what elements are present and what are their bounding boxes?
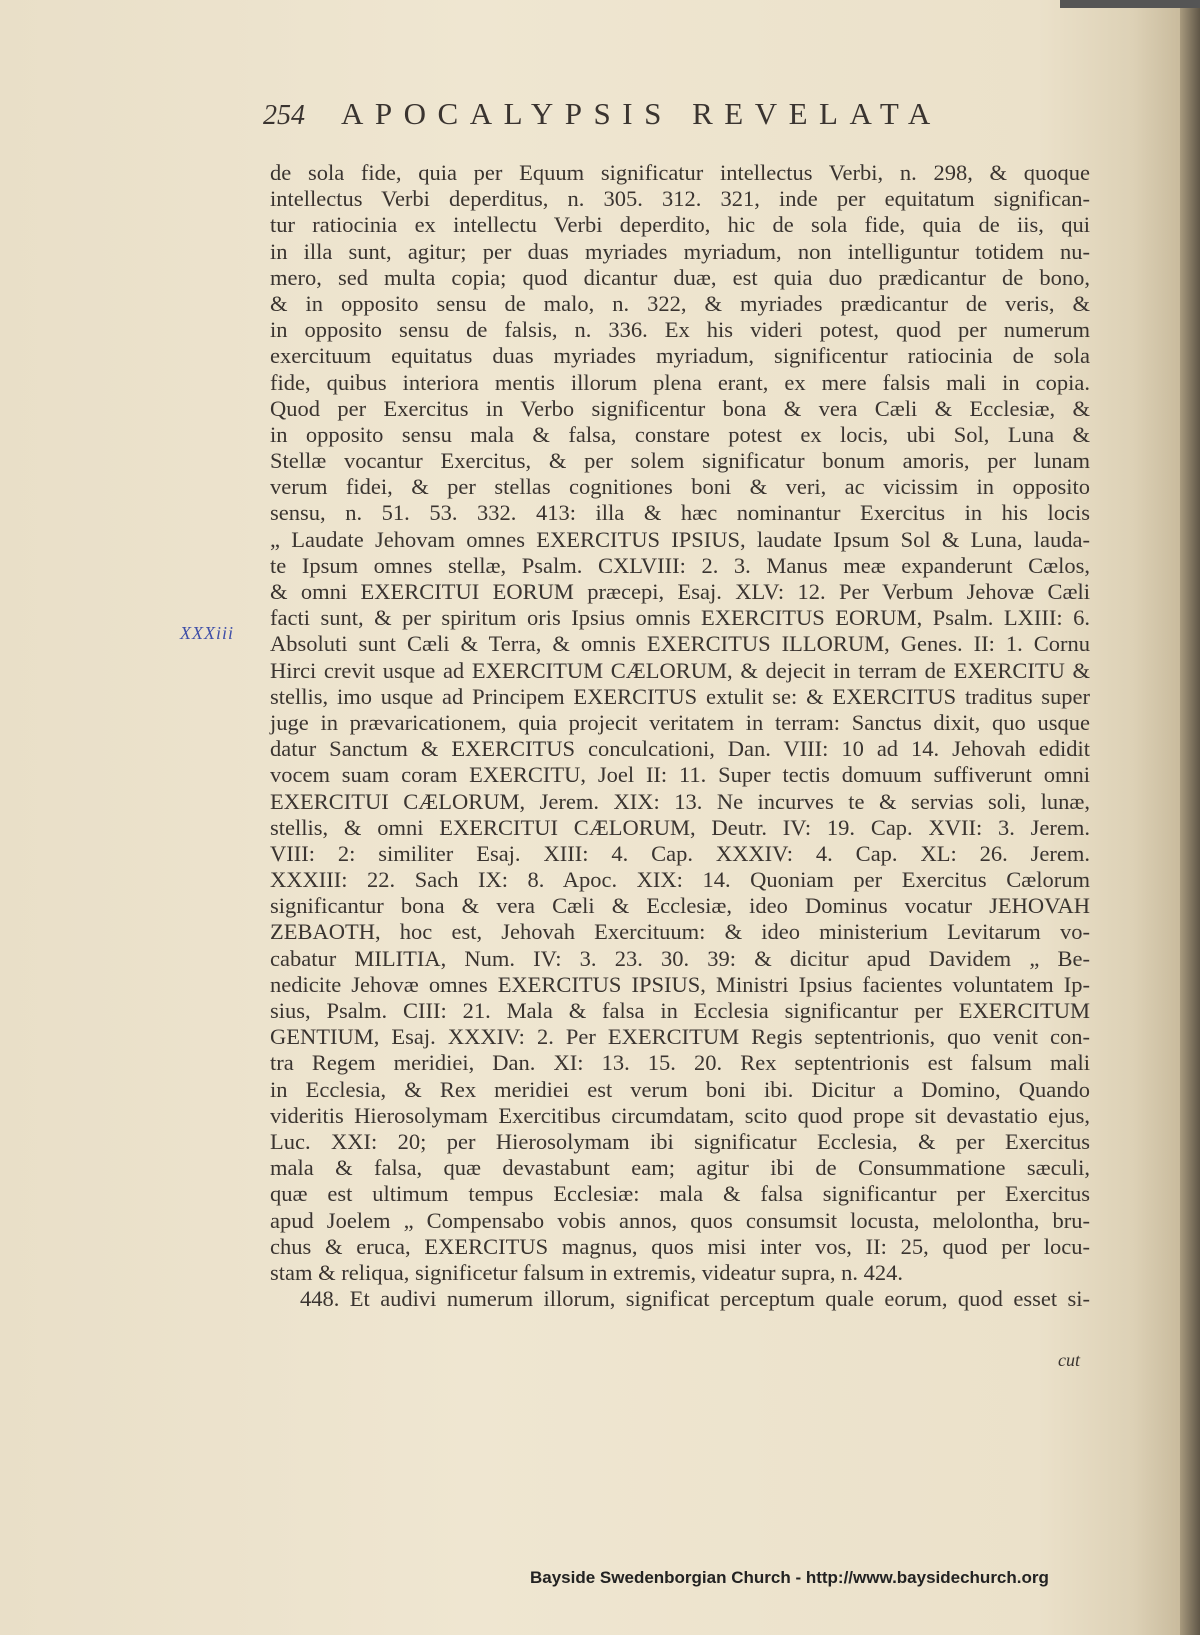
text-line: de sola fide, quia per Equum significatur intellectus Verbi, n. 298, & quoque xyxy=(270,160,1090,185)
text-line: ZEBAOTH, hoc est, Jehovah Exercituum: & ideo ministerium Levitarum vo- xyxy=(270,919,1090,945)
page-number: 254 xyxy=(263,100,305,131)
page-header xyxy=(263,96,1043,146)
text-line: „ Laudate Jehovam omnes EXERCITUS IPSIUS, laudate Ipsum Sol & Luna, lauda- xyxy=(270,526,1090,552)
text-line: facti sunt, & per spiritum oris Ipsius omnis EXERCITUS EORUM, Psalm. LXIII: 6. xyxy=(270,605,1090,631)
text-line: cabatur MILITIA, Num. IV: 3. 23. 30. 39: & dicitur apud Davidem „ Be- xyxy=(270,945,1090,971)
text-line: mero, sed multa copia; quod dicantur duæ, est quia duo prædicantur de bono, xyxy=(270,264,1090,290)
text-line: Luc. XXI: 20; per Hierosolymam ibi significatur Ecclesia, & per Exercitus xyxy=(270,1128,1090,1154)
text-line: chus & eruca, EXERCITUS magnus, quos misi inter vos, II: 25, quod per locu- xyxy=(270,1233,1090,1259)
text-line: sius, Psalm. CIII: 21. Mala & falsa in Ecclesia significantur per EXERCITUM xyxy=(270,998,1090,1023)
text-line: te Ipsum omnes stellæ, Psalm. CXLVIII: 2. 3. Manus meæ expanderunt Cælos, xyxy=(270,552,1090,578)
scan-edge xyxy=(1060,0,1200,8)
text-line: Stellæ vocantur Exercitus, & per solem significatur bonum amoris, per lunam xyxy=(270,448,1090,474)
text-line: videritis Hierosolymam Exercitibus circumdatam, scito quod prope sit devastatio ejus, xyxy=(270,1102,1090,1128)
text-line: significantur bona & vera Cæli & Ecclesiæ, ideo Dominus vocatur JEHOVAH xyxy=(270,893,1090,919)
text-line: verum fidei, & per stellas cognitiones boni & veri, ac vicissim in opposito xyxy=(270,474,1090,500)
footer-credit: Bayside Swedenborgian Church - http://www.baysidechurch.org xyxy=(530,1568,1049,1587)
text-line: in opposito sensu de falsis, n. 336. Ex his videri potest, quod per numerum xyxy=(270,317,1090,343)
text-line: stellis, & omni EXERCITUI CÆLORUM, Deutr. IV: 19. Cap. XVII: 3. Jerem. xyxy=(270,814,1090,840)
text-line: GENTIUM, Esaj. XXXIV: 2. Per EXERCITUM Regis septentrionis, quo venit con- xyxy=(270,1024,1090,1050)
text-line: Absoluti sunt Cæli & Terra, & omnis EXERCITUS ILLORUM, Genes. II: 1. Cornu xyxy=(270,631,1090,657)
text-line: & in opposito sensu de malo, n. 322, & myriades prædicantur de veris, & xyxy=(270,290,1090,316)
text-line: stellis, imo usque ad Principem EXERCITUS extulit se: & EXERCITUS traditus super xyxy=(270,683,1090,709)
text-line: 448. Et audivi numerum illorum, significat perceptum quale eorum, quod esset si- xyxy=(300,1286,1090,1312)
text-line: apud Joelem „ Compensabo vobis annos, quos consumsit locusta, melolontha, bru- xyxy=(270,1207,1090,1233)
text-line: intellectus Verbi deperditus, n. 305. 312. 321, inde per equitatum significan- xyxy=(270,186,1090,212)
text-line: XXXIII: 22. Sach IX: 8. Apoc. XIX: 14. Quoniam per Exercitus Cælorum xyxy=(270,867,1090,893)
text-line: stam & reliqua, significetur falsum in extremis, videatur supra, n. 424. xyxy=(270,1259,903,1285)
text-line: mala & falsa, quæ devastabunt eam; agitur ibi de Consummatione sæculi, xyxy=(270,1155,1090,1181)
margin-annotation: XXXiii xyxy=(180,623,234,643)
text-line: nedicite Jehovæ omnes EXERCITUS IPSIUS, Ministri Ipsius facientes voluntatem Ip- xyxy=(270,971,1090,997)
text-line: fide, quibus interiora mentis illorum plena erant, ex mere falsis mali in copia. xyxy=(270,369,1090,395)
body-text xyxy=(270,160,1090,1312)
text-line: tra Regem meridiei, Dan. XI: 13. 15. 20. Rex septentrionis est falsum mali xyxy=(270,1050,1090,1076)
text-line: Quod per Exercitus in Verbo significentur bona & vera Cæli & Ecclesiæ, & xyxy=(270,395,1090,421)
text-line: tur ratiocinia ex intellectu Verbi deperdito, hic de sola fide, quia de iis, qui xyxy=(270,212,1090,238)
text-line: vocem suam coram EXERCITU, Joel II: 11. Super tectis domuum suffiverunt omni xyxy=(270,762,1090,788)
book-spine-shadow xyxy=(1180,0,1200,1635)
text-line: Hirci crevit usque ad EXERCITUM CÆLORUM, & dejecit in terram de EXERCITU & xyxy=(270,657,1090,683)
text-line: in illa sunt, agitur; per duas myriades myriadum, non intelliguntur totidem nu- xyxy=(270,238,1090,264)
running-head: APOCALYPSIS REVELATA xyxy=(341,96,942,131)
text-line: in Ecclesia, & Rex meridiei est verum boni ibi. Dicitur a Domino, Quando xyxy=(270,1076,1090,1102)
text-line: quæ est ultimum tempus Ecclesiæ: mala & falsa significantur per Exercitus xyxy=(270,1181,1090,1207)
catchword: cut xyxy=(1058,1350,1080,1370)
text-line: sensu, n. 51. 53. 332. 413: illa & hæc nominantur Exercitus in his locis xyxy=(270,500,1090,526)
text-line: juge in prævaricationem, quia projecit veritatem in terram: Sanctus dixit, quo usque xyxy=(270,709,1090,735)
text-line: exercituum equitatus duas myriades myriadum, significentur ratiocinia de sola xyxy=(270,343,1090,369)
text-line: & omni EXERCITUI EORUM præcepi, Esaj. XLV: 12. Per Verbum Jehovæ Cæli xyxy=(270,579,1090,604)
text-line: EXERCITUI CÆLORUM, Jerem. XIX: 13. Ne incurves te & servias soli, lunæ, xyxy=(270,788,1090,814)
text-line: VIII: 2: similiter Esaj. XIII: 4. Cap. XXXIV: 4. Cap. XL: 26. Jerem. xyxy=(270,840,1090,866)
text-line: in opposito sensu mala & falsa, constare potest ex locis, ubi Sol, Luna & xyxy=(270,421,1090,447)
text-line: datur Sanctum & EXERCITUS conculcationi, Dan. VIII: 10 ad 14. Jehovah edidit xyxy=(270,736,1090,762)
